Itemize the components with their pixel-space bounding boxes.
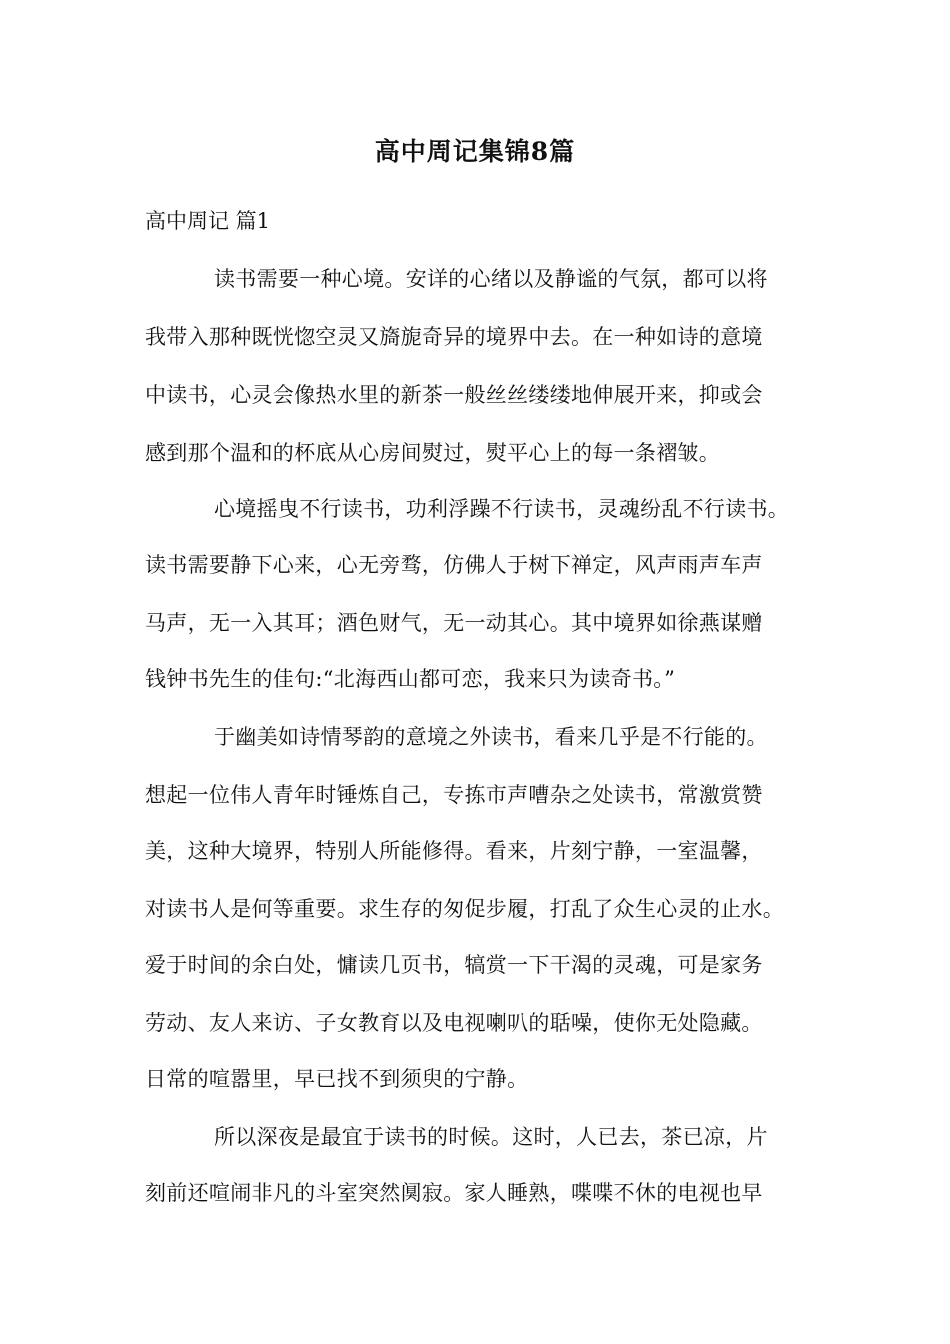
paragraph-3-line-3: 美，这种大境界，特别人所能修得。看来，片刻宁静，一室温馨， <box>145 839 763 863</box>
paragraph-3-line-5: 爱于时间的余白处，慵读几页书，犒赏一下干渴的灵魂，可是家务 <box>145 953 763 977</box>
paragraph-3-line-1: 于幽美如诗情琴韵的意境之外读书，看来几乎是不行能的。 <box>214 725 768 749</box>
paragraph-2-line-1: 心境摇曳不行读书，功利浮躁不行读书，灵魂纷乱不行读书。 <box>214 497 790 521</box>
paragraph-3-line-7: 日常的喧嚣里，早已找不到须臾的宁静。 <box>145 1067 529 1091</box>
paragraph-2-line-4: 钱钟书先生的佳句:“北海西山都可恋，我来只为读奇书。” <box>145 667 676 691</box>
paragraph-1-line-3: 中读书，心灵会像热水里的新茶一般丝丝缕缕地伸展开来，抑或会 <box>145 383 763 407</box>
document-title: 高中周记集锦8篇 <box>374 137 576 166</box>
paragraph-4-line-2: 刻前还喧闹非凡的斗室突然阒寂。家人睡熟，喋喋不休的电视也早 <box>145 1181 763 1205</box>
paragraph-1-line-1: 读书需要一种心境。安详的心绪以及静谧的气氛，都可以将 <box>214 267 768 291</box>
paragraph-2-line-2: 读书需要静下心来，心无旁骛，仿佛人于树下禅定，风声雨声车声 <box>145 553 763 577</box>
paragraph-3-line-6: 劳动、友人来访、子女教育以及电视喇叭的聒噪，使你无处隐藏。 <box>145 1011 763 1035</box>
paragraph-2-line-3: 马声，无一入其耳；酒色财气，无一动其心。其中境界如徐燕谋赠 <box>145 611 763 635</box>
paragraph-3-line-2: 想起一位伟人青年时锤炼自己，专拣市声嘈杂之处读书，常激赏赞 <box>145 783 763 807</box>
paragraph-1-line-4: 感到那个温和的杯底从心房间熨过，熨平心上的每一条褶皱。 <box>145 441 721 465</box>
paragraph-1-line-2: 我带入那种既恍惚空灵又旖旎奇异的境界中去。在一种如诗的意境 <box>145 325 763 349</box>
paragraph-3-line-4: 对读书人是何等重要。求生存的匆促步履，打乱了众生心灵的止水。 <box>145 897 784 921</box>
paragraph-4-line-1: 所以深夜是最宜于读书的时候。这时，人已去，茶已凉，片 <box>214 1125 768 1149</box>
section-heading: 高中周记 篇1 <box>145 209 271 233</box>
